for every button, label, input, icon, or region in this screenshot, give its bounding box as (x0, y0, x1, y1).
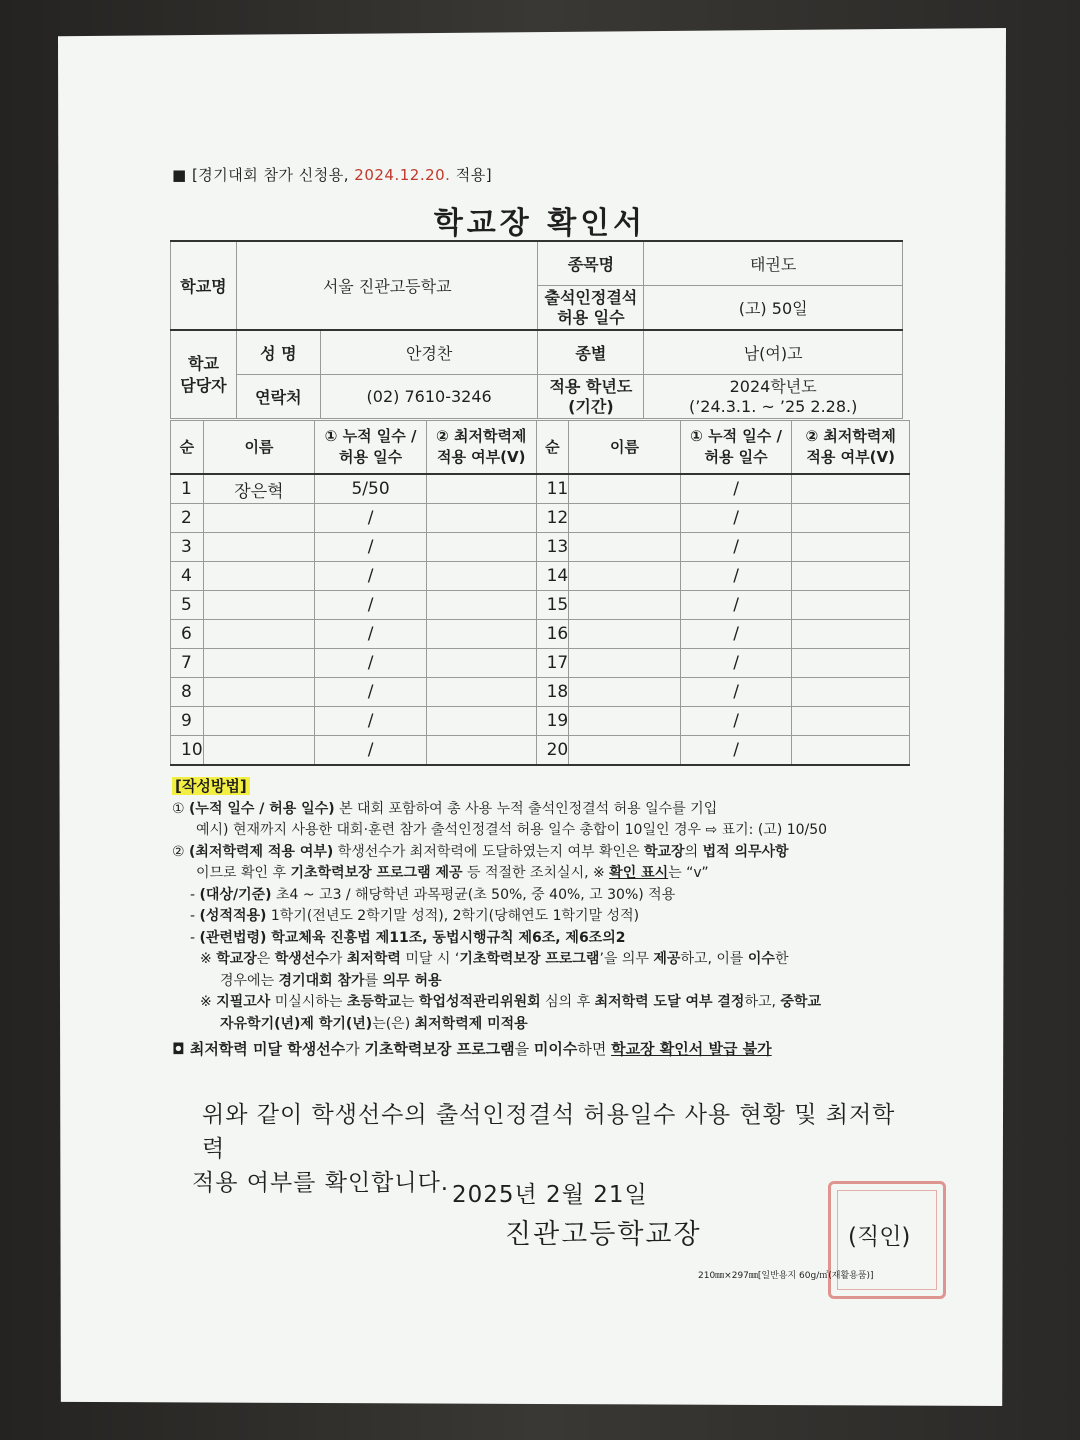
row-number: 14 (536, 562, 569, 591)
student-name (569, 474, 681, 504)
min-check (792, 533, 910, 562)
row-number: 17 (536, 649, 569, 678)
col-days: ① 누적 일수 / 허용 일수 (315, 421, 427, 475)
guide-line: 예시) 현재까지 사용한 대회·훈련 참가 출석인정결석 허용 일수 총합이 10일인 경우 ⇨ 표기: (고) 10/50 (196, 822, 828, 838)
days-used: / (315, 736, 427, 766)
form-note: ■ [경기대회 참가 신청용, 2024.12.20. 적용] (172, 166, 493, 184)
student-name (569, 736, 681, 766)
guide-line: - (대상/기준) 초4 ~ 고3 / 해당학년 과목평균(초 50%, 중 40%, 고 30%) 적용 (190, 886, 676, 903)
student-name (569, 504, 681, 533)
days-used: / (680, 678, 792, 707)
col-name: 이름 (569, 421, 681, 475)
table-row (171, 562, 910, 591)
days-used: / (315, 533, 427, 562)
row-number: 11 (536, 474, 569, 504)
col-name: 이름 (203, 421, 315, 475)
student-name (569, 678, 681, 707)
guide-line: ※ 지필고사 미실시하는 초등학교는 학업성적관리위원회 심의 후 최저학력 도달 여부 결정하고, 중학교 (200, 994, 821, 1010)
days-used: / (315, 591, 427, 620)
guide-line: - (성적적용) 1학기(전년도 2학기말 성적), 2학기(당해연도 1학기말 성적) (190, 908, 640, 924)
min-check (426, 504, 536, 533)
principal-name: 진관고등학교장 (505, 1219, 702, 1250)
min-check (426, 678, 536, 707)
days-used: / (315, 707, 427, 736)
row-number: 8 (171, 678, 204, 707)
seal-mark: (직인) (848, 1224, 911, 1250)
student-name (569, 591, 681, 620)
guide-line: ② (최저학력제 적용 여부) 학생선수가 최저학력에 도달하였는지 여부 확인은 학교장의 법적 의무사항 (172, 843, 789, 860)
sport-label: 종목명 (538, 241, 644, 286)
info-table (170, 240, 903, 419)
table-row (171, 736, 910, 766)
paper-spec: 210㎜×297㎜[일반용지 60g/㎡(재활용품)] (698, 1271, 874, 1281)
row-number: 19 (536, 707, 569, 736)
min-check (792, 474, 910, 504)
days-used: / (680, 533, 792, 562)
min-check (792, 562, 910, 591)
days-used: / (315, 678, 427, 707)
name-label: 성 명 (236, 330, 320, 375)
row-number: 9 (171, 707, 204, 736)
row-number: 5 (171, 591, 204, 620)
table-row (171, 504, 910, 533)
min-check (792, 504, 910, 533)
guide-line: 경우에는 경기대회 참가를 의무 허용 (220, 972, 442, 989)
days-used: 5/50 (315, 474, 427, 504)
row-number: 3 (171, 533, 204, 562)
min-check (426, 562, 536, 591)
min-check (426, 533, 536, 562)
min-check (426, 591, 536, 620)
student-roster-table (170, 420, 910, 766)
student-name (203, 736, 315, 766)
student-name (569, 707, 681, 736)
row-number: 7 (171, 649, 204, 678)
days-used: / (315, 562, 427, 591)
row-number: 2 (171, 504, 204, 533)
min-check (792, 707, 910, 736)
issue-date: 2025년 2월 21일 (452, 1182, 648, 1208)
instructions (172, 776, 912, 1061)
guide-line: 자유학기(년)제 학기(년)는(은) 최저학력제 미적용 (220, 1015, 528, 1032)
guide-line: - (관련법령) 학교체육 진흥법 제11조, 동법시행규칙 제6조, 제6조의2 (190, 929, 626, 946)
student-name: 장은혁 (203, 474, 315, 504)
min-check (792, 620, 910, 649)
student-name (569, 533, 681, 562)
issuance-warning: ◘ 최저학력 미달 학생선수가 기초학력보장 프로그램을 미이수하면 학교장 확인서 발급 불가 (172, 1040, 772, 1058)
table-row (171, 707, 910, 736)
min-check (426, 736, 536, 766)
student-name (203, 504, 315, 533)
row-number: 16 (536, 620, 569, 649)
col-days: ① 누적 일수 / 허용 일수 (680, 421, 792, 475)
row-number: 13 (536, 533, 569, 562)
table-row (171, 474, 910, 504)
confirmation-text: 위와 같이 학생선수의 출석인정결석 허용일수 사용 현황 및 최저학력 적용 여부를 확인합니다. (192, 1102, 896, 1196)
guide-line: ① (누적 일수 / 허용 일수) 본 대회 포함하여 총 사용 누적 출석인정결석 허용 일수를 기입 (172, 800, 718, 817)
table-row (171, 533, 910, 562)
row-number: 1 (171, 474, 204, 504)
days-used: / (315, 620, 427, 649)
student-name (203, 533, 315, 562)
row-number: 12 (536, 504, 569, 533)
days-used: / (680, 736, 792, 766)
student-name (569, 620, 681, 649)
student-name (203, 591, 315, 620)
row-number: 10 (171, 736, 204, 766)
student-name (203, 562, 315, 591)
min-check (792, 591, 910, 620)
student-name (203, 649, 315, 678)
row-number: 15 (536, 591, 569, 620)
min-check (792, 678, 910, 707)
min-check (426, 649, 536, 678)
note-date: 2024.12.20. (354, 166, 451, 184)
gender-value: 남(여)고 (644, 330, 903, 375)
days-used: / (315, 504, 427, 533)
table-row (171, 591, 910, 620)
table-row (171, 620, 910, 649)
days-used: / (315, 649, 427, 678)
col-min: ② 최저학력제 적용 여부(V) (426, 421, 536, 475)
gender-label: 종별 (538, 330, 644, 375)
absence-label: 출석인정결석 허용 일수 (538, 286, 644, 331)
row-number: 18 (536, 678, 569, 707)
name-value: 안경찬 (320, 330, 538, 375)
school-value: 서울 진관고등학교 (236, 241, 538, 330)
table-row (171, 649, 910, 678)
row-number: 20 (536, 736, 569, 766)
days-used: / (680, 504, 792, 533)
col-min: ② 최저학력제 적용 여부(V) (792, 421, 910, 475)
row-number: 6 (171, 620, 204, 649)
col-no: 순 (536, 421, 569, 475)
min-check (426, 620, 536, 649)
days-used: / (680, 620, 792, 649)
sport-value: 태권도 (644, 241, 903, 286)
student-name (569, 649, 681, 678)
student-name (569, 562, 681, 591)
min-check (792, 649, 910, 678)
student-name (203, 707, 315, 736)
school-label: 학교명 (171, 241, 237, 330)
phone-value: (02) 7610-3246 (320, 375, 538, 419)
row-number: 4 (171, 562, 204, 591)
days-used: / (680, 474, 792, 504)
phone-label: 연락처 (236, 375, 320, 419)
roster-header-row (171, 421, 910, 475)
year-value: 2024학년도 (’24.3.1. ~ ’25 2.28.) (644, 375, 903, 419)
year-label: 적용 학년도 (기간) (538, 375, 644, 419)
contact-group-label: 학교 담당자 (171, 330, 237, 419)
absence-value: (고) 50일 (644, 286, 903, 331)
student-name (203, 620, 315, 649)
guide-line: ※ 학교장은 학생선수가 최저학력 미달 시 ‘기초학력보장 프로그램’을 의무 제공하고, 이를 이수한 (200, 951, 789, 967)
table-row (171, 678, 910, 707)
instructions-heading: [작성방법] (172, 777, 250, 795)
document-title: 학교장 확인서 (433, 206, 647, 241)
student-name (203, 678, 315, 707)
min-check (426, 474, 536, 504)
min-check (426, 707, 536, 736)
days-used: / (680, 707, 792, 736)
col-no: 순 (171, 421, 204, 475)
min-check (792, 736, 910, 766)
days-used: / (680, 591, 792, 620)
days-used: / (680, 649, 792, 678)
days-used: / (680, 562, 792, 591)
guide-line: 이므로 확인 후 기초학력보장 프로그램 제공 등 적절한 조치실시, ※ 확인 표시는 “v” (196, 865, 709, 881)
